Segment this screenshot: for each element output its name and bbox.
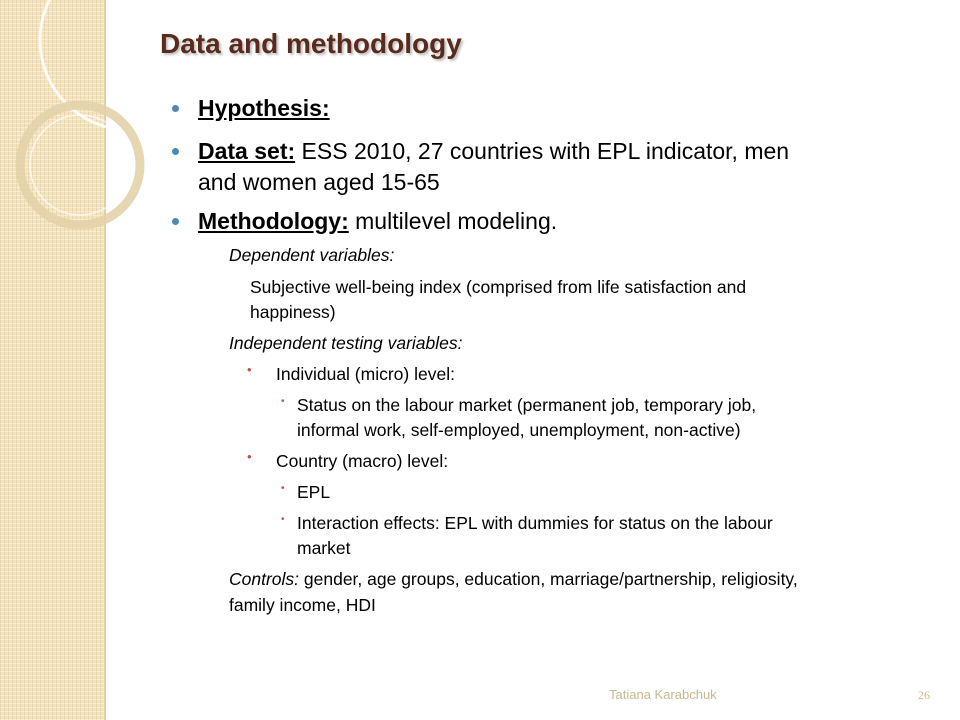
dataset-item — [198, 136, 789, 167]
bullet-dot-icon — [172, 105, 179, 112]
methodology-text: multilevel modeling. — [348, 208, 558, 234]
dataset-label: Data set: — [198, 138, 296, 164]
slide-number: 26 — [918, 688, 930, 702]
footer-author: Tatiana Karabchuk — [609, 687, 717, 702]
sub-bullet-icon: • — [247, 449, 252, 464]
epl-text: EPL — [297, 482, 331, 502]
dependent-text: Subjective well-being index (comprised from life satisfaction and — [250, 277, 747, 297]
methodology-item — [198, 206, 557, 237]
hypothesis-item — [198, 93, 330, 124]
page-title: Data and methodology — [160, 28, 462, 59]
dataset-text-line2: and women aged 15-65 — [198, 169, 440, 195]
micro-level-label: Individual (micro) level: — [276, 364, 455, 384]
controls-text-line2: family income, HDI — [229, 595, 376, 615]
interaction-effects-text: Interaction effects: EPL with dummies for status on the labour — [297, 513, 773, 533]
sub-sub-bullet-icon: • — [281, 514, 285, 525]
controls-label: Controls: — [229, 569, 300, 589]
sub-bullet-icon: • — [247, 362, 252, 377]
dataset-text: ESS 2010, 27 countries with EPL indicator, men — [295, 138, 790, 164]
macro-level-label: Country (macro) level: — [276, 451, 449, 471]
interaction-effects-text-line2: market — [297, 538, 351, 558]
controls-text: gender, age groups, education, marriage/partnership, religiosity, — [299, 569, 798, 589]
controls-item — [229, 566, 798, 592]
bullet-dot-icon — [172, 218, 179, 225]
sub-sub-bullet-icon: • — [281, 483, 285, 494]
sidebar-decoration — [0, 0, 106, 720]
dependent-text-line2: happiness) — [250, 302, 336, 322]
dependent-heading: Dependent variables: — [229, 245, 395, 265]
sub-sub-bullet-icon: • — [281, 396, 285, 407]
methodology-label: Methodology: — [198, 208, 349, 234]
labour-status-text-line2: informal work, self-employed, unemployment, non-active) — [297, 420, 741, 440]
bullet-dot-icon — [172, 148, 179, 155]
hypothesis-label: Hypothesis: — [198, 95, 330, 121]
labour-status-text: Status on the labour market (permanent job, temporary job, — [297, 395, 757, 415]
independent-heading: Independent testing variables: — [229, 333, 463, 353]
